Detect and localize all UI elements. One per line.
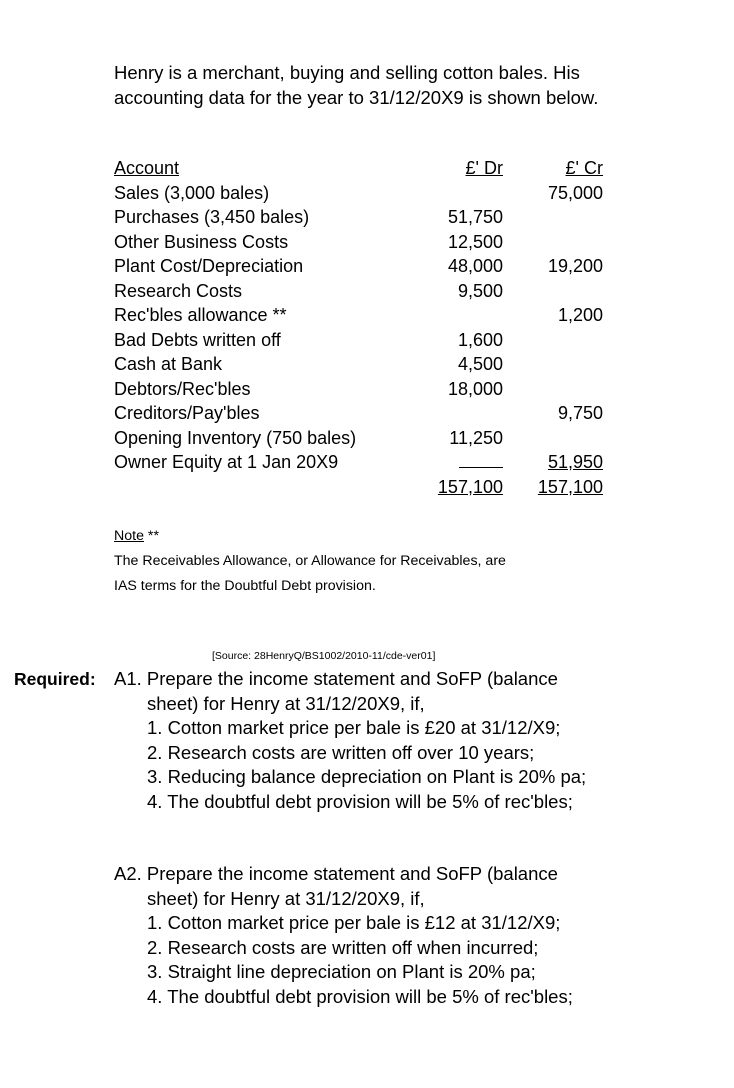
- a2-line-2: sheet) for Henry at 31/12/20X9, if,: [147, 887, 425, 909]
- table-row: [114, 377, 614, 402]
- table-row: [114, 401, 614, 426]
- table-row: [114, 181, 614, 206]
- table-row: [114, 303, 614, 328]
- intro-paragraph: [114, 60, 598, 110]
- row-cr: 9,750: [557, 403, 603, 423]
- row-account: Cash at Bank: [114, 354, 223, 374]
- a1-line-2: sheet) for Henry at 31/12/20X9, if,: [147, 692, 425, 714]
- note-stars: **: [147, 528, 159, 544]
- a2-item: 3. Straight line depreciation on Plant is 20% pa;: [147, 961, 536, 982]
- row-cr: 19,200: [547, 256, 603, 276]
- intro-line-2: accounting data for the year to 31/12/20X9 is shown below.: [114, 87, 599, 108]
- row-account: Creditors/Pay'bles: [114, 403, 260, 423]
- table-row: [114, 279, 614, 304]
- row-account: Research Costs: [114, 280, 243, 301]
- note-heading-line: [114, 524, 506, 549]
- required-label: Required:: [14, 669, 96, 689]
- table-row: [114, 450, 614, 475]
- row-account: Plant Cost/Depreciation: [114, 256, 304, 276]
- table-row: [114, 254, 614, 279]
- table-row: [114, 426, 614, 451]
- table-row: [114, 230, 614, 255]
- intro-line-1: Henry is a merchant, buying and selling cotton bales. His: [114, 62, 580, 83]
- row-account: Rec'bles allowance **: [114, 305, 287, 325]
- requirement-a2: [114, 862, 573, 1009]
- total-dr: 157,100: [437, 476, 503, 497]
- table-totals-row: [114, 475, 614, 500]
- row-account: Debtors/Rec'bles: [114, 378, 251, 399]
- row-dr: 9,500: [457, 280, 503, 301]
- a1-item: 2. Research costs are written off over 10 years;: [147, 741, 535, 763]
- source-reference: [Source: 28HenryQ/BS1002/2010-11/cde-ver01]: [212, 650, 436, 662]
- row-account: Purchases (3,450 bales): [114, 207, 310, 227]
- total-cr: 157,100: [537, 476, 603, 497]
- a1-item: 1. Cotton market price per bale is £20 at 31/12/X9;: [147, 717, 561, 738]
- note-block: [114, 524, 506, 599]
- row-cr: 51,950: [547, 452, 603, 472]
- row-account: Sales (3,000 bales): [114, 182, 270, 203]
- a2-line-1: A2. Prepare the income statement and SoFP (balance: [114, 863, 558, 884]
- row-cr: 75,000: [547, 182, 603, 203]
- row-account: Other Business Costs: [114, 231, 289, 252]
- note-line-2: IAS terms for the Doubtful Debt provision.: [114, 578, 376, 594]
- header-account: Account: [114, 158, 180, 178]
- note-line-1: The Receivables Allowance, or Allowance for Receivables, are: [114, 553, 506, 569]
- a1-item: 4. The doubtful debt provision will be 5% of rec'bles;: [147, 790, 573, 812]
- table-header-row: [114, 156, 614, 181]
- row-account: Opening Inventory (750 bales): [114, 427, 357, 448]
- a2-item: 4. The doubtful debt provision will be 5% of rec'bles;: [147, 985, 573, 1007]
- row-dr: 48,000: [447, 256, 503, 276]
- row-cr: 1,200: [557, 305, 603, 325]
- header-dr: £' Dr: [465, 158, 503, 178]
- row-dr: 51,750: [447, 207, 503, 227]
- table-row: [114, 328, 614, 353]
- a1-line-1: A1. Prepare the income statement and SoFP (balance: [114, 668, 558, 689]
- dr-blank-underline: [459, 450, 503, 474]
- row-dr: 11,250: [449, 427, 503, 448]
- note-heading: Note: [114, 528, 144, 544]
- table-row: [114, 205, 614, 230]
- a2-item: 2. Research costs are written off when incurred;: [147, 936, 539, 958]
- row-dr: 18,000: [447, 378, 503, 399]
- requirement-a1: [114, 667, 586, 814]
- row-account: Owner Equity at 1 Jan 20X9: [114, 452, 339, 472]
- table-row: [114, 352, 614, 377]
- row-dr: 4,500: [457, 354, 503, 374]
- row-dr: 1,600: [457, 329, 503, 350]
- row-dr: 12,500: [447, 231, 503, 252]
- row-account: Bad Debts written off: [114, 329, 281, 350]
- a1-item: 3. Reducing balance depreciation on Plant is 20% pa;: [147, 766, 587, 787]
- header-cr: £' Cr: [565, 158, 603, 178]
- a2-item: 1. Cotton market price per bale is £12 at 31/12/X9;: [147, 912, 561, 933]
